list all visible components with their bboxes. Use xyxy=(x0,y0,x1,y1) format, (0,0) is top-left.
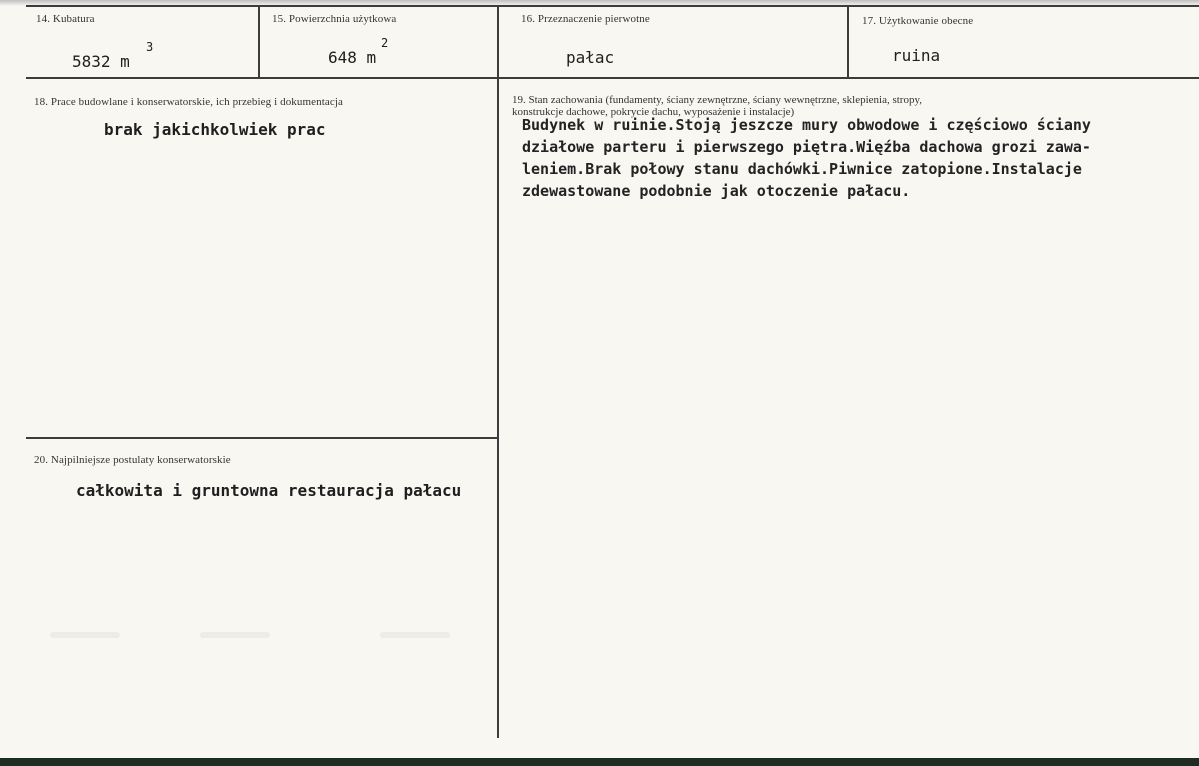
paper-stain xyxy=(200,632,270,638)
row-divider-line xyxy=(26,77,1199,79)
przeznaczenie-value: pałac xyxy=(566,48,615,67)
stan-label-line-2: konstrukcje dachowe, pokrycie dachu, wyposażenie i instalacje) xyxy=(512,106,795,118)
stan-label-line-1: 19. Stan zachowania (fundamenty, ściany zewnętrzne, ściany wewnętrzne, sklepienia, stropy, xyxy=(512,94,923,106)
przeznaczenie-label: 16. Przeznaczenie pierwotne xyxy=(521,13,650,25)
prace-value: brak jakichkolwiek prac xyxy=(104,120,326,139)
stan-line-2: działowe parteru i pierwszego piętra.Więźba dachowa grozi zawa- xyxy=(522,138,1091,156)
paper-stain xyxy=(50,632,120,638)
uzytkowanie-label: 17. Użytkowanie obecne xyxy=(862,15,974,27)
paper-stain xyxy=(380,632,450,638)
powierzchnia-unit-exponent: 2 xyxy=(381,36,389,50)
powierzchnia-label: 15. Powierzchnia użytkowa xyxy=(272,13,397,25)
top-border-line xyxy=(26,5,1199,7)
stan-line-3: leniem.Brak połowy stanu dachówki.Piwnice zatopione.Instalacje xyxy=(522,160,1082,178)
kubatura-label: 14. Kubatura xyxy=(36,13,95,25)
kubatura-value: 5832 m xyxy=(72,52,130,71)
postulaty-label: 20. Najpilniejsze postulaty konserwatorskie xyxy=(34,454,231,466)
stan-description xyxy=(522,114,1091,202)
powierzchnia-value: 648 m xyxy=(328,48,377,67)
section-divider-line xyxy=(26,437,497,439)
stan-line-1: Budynek w ruinie.Stoją jeszcze mury obwodowe i częściowo ściany xyxy=(522,116,1091,134)
bottom-edge xyxy=(0,758,1199,766)
kubatura-unit-exponent: 3 xyxy=(146,40,154,54)
column-divider-1 xyxy=(258,5,260,78)
uzytkowanie-value: ruina xyxy=(892,46,941,65)
column-divider-2 xyxy=(497,5,499,738)
column-divider-3 xyxy=(847,5,849,78)
prace-label: 18. Prace budowlane i konserwatorskie, ich przebieg i dokumentacja xyxy=(34,96,343,108)
postulaty-value: całkowita i gruntowna restauracja pałacu xyxy=(76,481,462,500)
stan-line-4: zdewastowane podobnie jak otoczenie pałacu. xyxy=(522,182,911,200)
